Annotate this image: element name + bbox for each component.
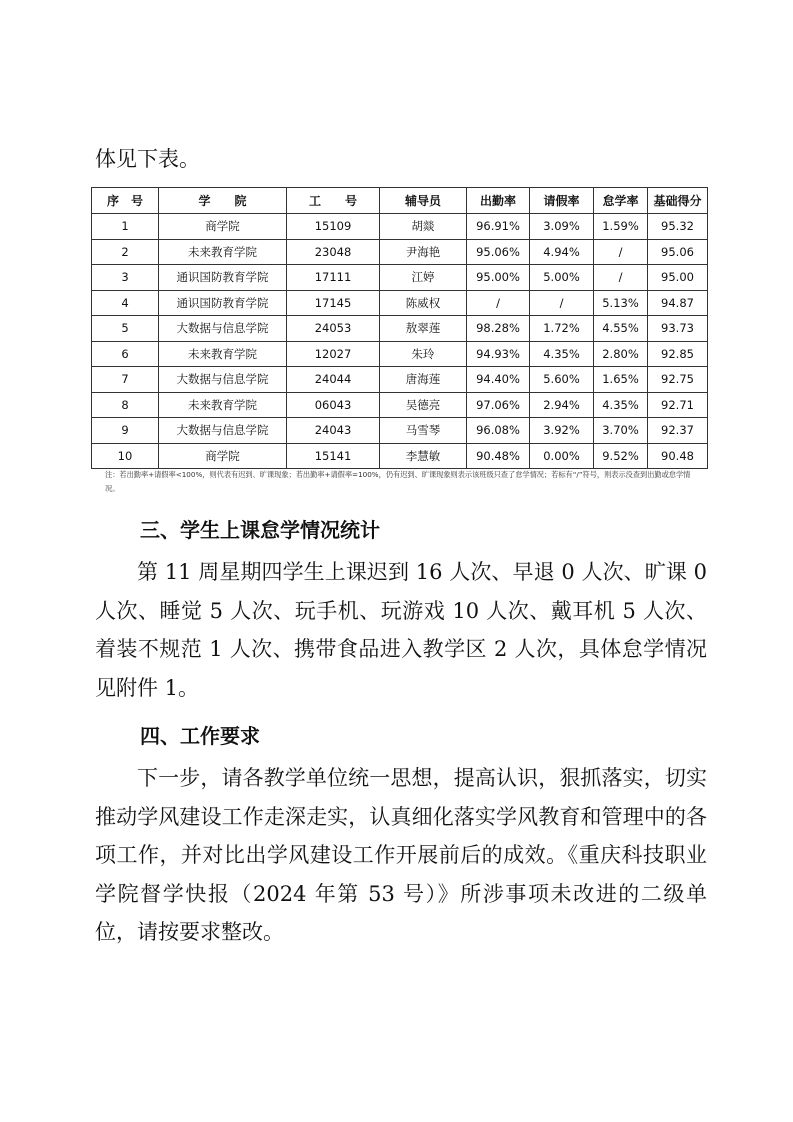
- table-row: [92, 443, 708, 469]
- cell-college: 商学院: [159, 214, 287, 240]
- cell-attendance-rate: 95.00%: [467, 265, 530, 291]
- cell-index: 5: [92, 316, 159, 342]
- col-header-staff-id: 工 号: [287, 188, 380, 214]
- cell-attendance-rate: /: [467, 290, 530, 316]
- cell-counselor: 马雪琴: [380, 418, 467, 444]
- cell-leave-rate: 5.00%: [530, 265, 594, 291]
- cell-base-score: 95.00: [648, 265, 708, 291]
- cell-truancy-rate: 1.59%: [594, 214, 648, 240]
- col-header-base-score: 基础得分: [648, 188, 708, 214]
- cell-counselor: 胡燚: [380, 214, 467, 240]
- cell-index: 9: [92, 418, 159, 444]
- cell-truancy-rate: 1.65%: [594, 367, 648, 393]
- cell-truancy-rate: /: [594, 239, 648, 265]
- cell-truancy-rate: 5.13%: [594, 290, 648, 316]
- col-header-leave-rate: 请假率: [530, 188, 594, 214]
- cell-counselor: 吴德亮: [380, 392, 467, 418]
- section3-heading: 三、学生上课怠学情况统计: [140, 518, 380, 542]
- cell-counselor: 李慧敏: [380, 443, 467, 469]
- cell-staff-id: 12027: [287, 341, 380, 367]
- section4-heading: 四、工作要求: [140, 724, 260, 748]
- cell-leave-rate: 5.60%: [530, 367, 594, 393]
- cell-truancy-rate: 2.80%: [594, 341, 648, 367]
- cell-leave-rate: 4.35%: [530, 341, 594, 367]
- cell-index: 2: [92, 239, 159, 265]
- cell-truancy-rate: 3.70%: [594, 418, 648, 444]
- col-header-attendance-rate: 出勤率: [467, 188, 530, 214]
- table-row: [92, 367, 708, 393]
- section4-paragraph: 下一步，请各教学单位统一思想，提高认识，狠抓落实，切实推动学风建设工作走深走实，认真细化落实学风教育和管理中的各项工作，并对比出学风建设工作开展前后的成效。《重庆科技职业学院督学快报（2024 年第 53 号）》所涉事项未改进的二级单位，请按要求整改。: [95, 766, 707, 945]
- cell-leave-rate: 1.72%: [530, 316, 594, 342]
- cell-base-score: 92.75: [648, 367, 708, 393]
- cell-staff-id: 24053: [287, 316, 380, 342]
- cell-truancy-rate: 9.52%: [594, 443, 648, 469]
- cell-attendance-rate: 90.48%: [467, 443, 530, 469]
- intro-text: 体见下表。: [95, 147, 200, 171]
- table-row: [92, 265, 708, 291]
- table-header-row: [92, 188, 708, 214]
- cell-base-score: 92.85: [648, 341, 708, 367]
- cell-leave-rate: 2.94%: [530, 392, 594, 418]
- cell-attendance-rate: 98.28%: [467, 316, 530, 342]
- table-row: [92, 341, 708, 367]
- cell-counselor: 唐海莲: [380, 367, 467, 393]
- cell-staff-id: 24043: [287, 418, 380, 444]
- cell-staff-id: 24044: [287, 367, 380, 393]
- cell-leave-rate: 3.09%: [530, 214, 594, 240]
- cell-college: 通识国防教育学院: [159, 290, 287, 316]
- cell-leave-rate: 3.92%: [530, 418, 594, 444]
- cell-index: 1: [92, 214, 159, 240]
- cell-truancy-rate: 4.55%: [594, 316, 648, 342]
- cell-index: 7: [92, 367, 159, 393]
- cell-counselor: 朱玲: [380, 341, 467, 367]
- cell-college: 通识国防教育学院: [159, 265, 287, 291]
- cell-college: 商学院: [159, 443, 287, 469]
- cell-college: 大数据与信息学院: [159, 367, 287, 393]
- table-row: [92, 418, 708, 444]
- cell-college: 大数据与信息学院: [159, 316, 287, 342]
- cell-staff-id: 15141: [287, 443, 380, 469]
- cell-staff-id: 15109: [287, 214, 380, 240]
- cell-index: 8: [92, 392, 159, 418]
- table-row: [92, 239, 708, 265]
- table-row: [92, 290, 708, 316]
- cell-counselor: 陈威权: [380, 290, 467, 316]
- section3-paragraph: 第 11 周星期四学生上课迟到 16 人次、早退 0 人次、旷课 0 人次、睡觉 5 人次、玩手机、玩游戏 10 人次、戴耳机 5 人次、着装不规范 1 人次、携带食品进入教学区 2 人次，具体怠学情况见附件 1。: [95, 560, 707, 700]
- cell-index: 6: [92, 341, 159, 367]
- cell-attendance-rate: 97.06%: [467, 392, 530, 418]
- cell-index: 3: [92, 265, 159, 291]
- cell-base-score: 93.73: [648, 316, 708, 342]
- cell-leave-rate: 0.00%: [530, 443, 594, 469]
- cell-college: 大数据与信息学院: [159, 418, 287, 444]
- cell-base-score: 92.37: [648, 418, 708, 444]
- cell-staff-id: 17111: [287, 265, 380, 291]
- table-row: [92, 316, 708, 342]
- table-body: [92, 214, 708, 469]
- cell-base-score: 90.48: [648, 443, 708, 469]
- col-header-index: 序 号: [92, 188, 159, 214]
- col-header-counselor: 辅导员: [380, 188, 467, 214]
- cell-counselor: 敖翠莲: [380, 316, 467, 342]
- cell-college: 未来教育学院: [159, 341, 287, 367]
- cell-counselor: 江婷: [380, 265, 467, 291]
- table-note: 注：若出勤率+请假率<100%，则代表有迟到、旷课现象；若出勤率+请假率=100%，仍有迟到、旷课现象则表示该班级只查了怠学情况；若标有“/”符号，则表示没查到出勤或怠学情况。: [105, 470, 691, 493]
- cell-truancy-rate: /: [594, 265, 648, 291]
- cell-leave-rate: /: [530, 290, 594, 316]
- cell-attendance-rate: 94.93%: [467, 341, 530, 367]
- cell-leave-rate: 4.94%: [530, 239, 594, 265]
- cell-counselor: 尹海艳: [380, 239, 467, 265]
- cell-index: 4: [92, 290, 159, 316]
- cell-attendance-rate: 94.40%: [467, 367, 530, 393]
- table-row: [92, 392, 708, 418]
- cell-attendance-rate: 96.91%: [467, 214, 530, 240]
- col-header-college: 学 院: [159, 188, 287, 214]
- cell-college: 未来教育学院: [159, 239, 287, 265]
- cell-attendance-rate: 95.06%: [467, 239, 530, 265]
- col-header-truancy-rate: 怠学率: [594, 188, 648, 214]
- cell-staff-id: 23048: [287, 239, 380, 265]
- cell-staff-id: 17145: [287, 290, 380, 316]
- cell-base-score: 94.87: [648, 290, 708, 316]
- cell-index: 10: [92, 443, 159, 469]
- cell-staff-id: 06043: [287, 392, 380, 418]
- cell-college: 未来教育学院: [159, 392, 287, 418]
- table-row: [92, 214, 708, 240]
- counselor-stats-table: [91, 187, 708, 469]
- cell-truancy-rate: 4.35%: [594, 392, 648, 418]
- cell-attendance-rate: 96.08%: [467, 418, 530, 444]
- cell-base-score: 92.71: [648, 392, 708, 418]
- cell-base-score: 95.06: [648, 239, 708, 265]
- cell-base-score: 95.32: [648, 214, 708, 240]
